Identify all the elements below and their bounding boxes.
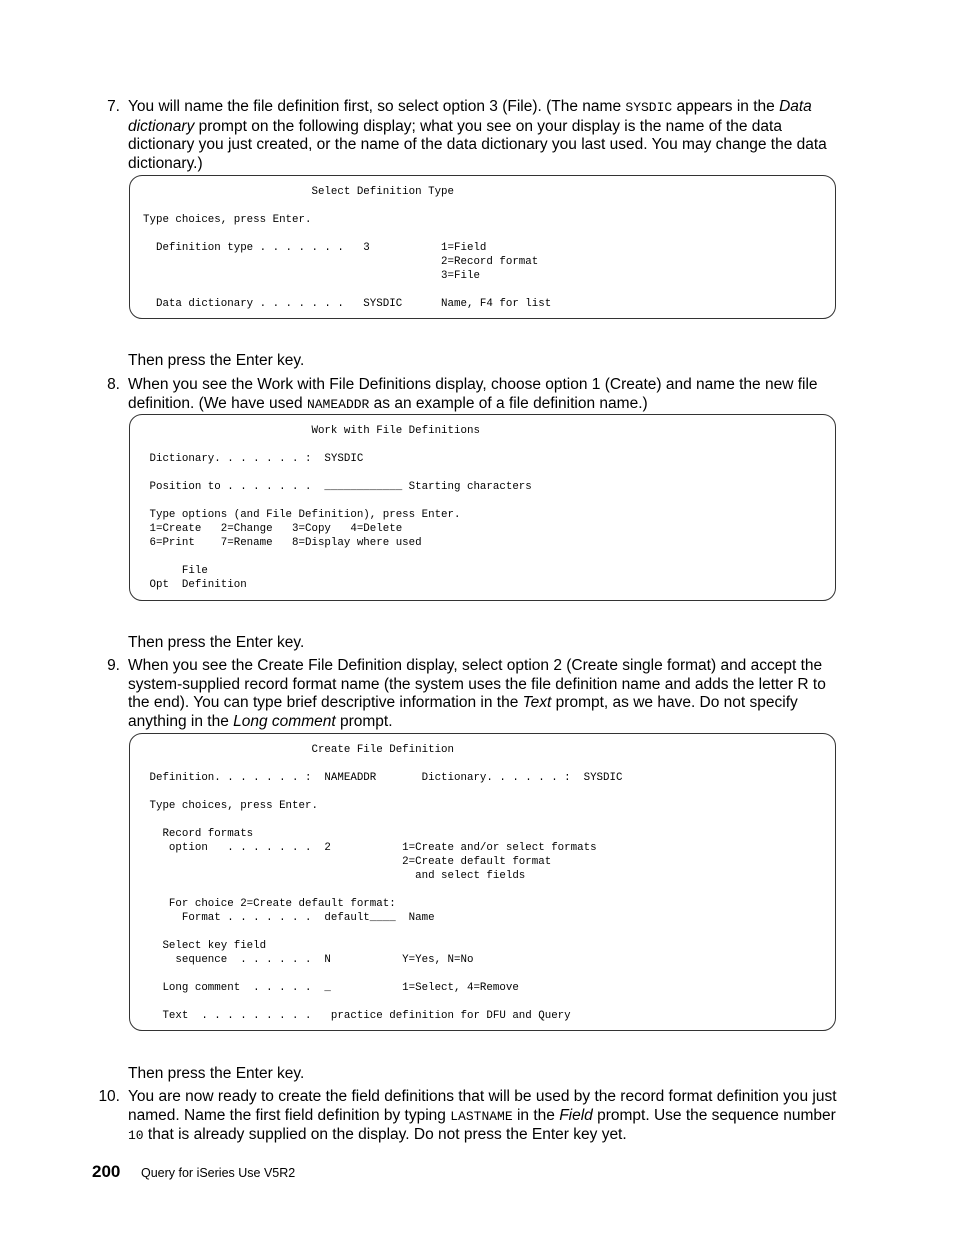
step-text: When you see the Work with File Definitions display, choose option 1 (Create) and name the new file definition. (We have used NAMEADDR as an example of a file definition name.) xyxy=(128,376,818,412)
enter-instruction: Then press the Enter key. xyxy=(128,352,305,369)
enter-instruction: Then press the Enter key. xyxy=(128,634,305,651)
emphasis: Field xyxy=(559,1106,593,1124)
step-number: 7. xyxy=(107,98,120,115)
screen-text: Work with File Definitions Dictionary. . . . . . . : SYSDIC Position to . . . . . . . ____________ Starting characters Type options (and File Definition), press Enter. 1=Create 2=Change 3=Copy 4=Delete 6=Print 7=Rename 8=Display where used File Opt Definition xyxy=(149,425,532,591)
emphasis: Data dictionary xyxy=(128,98,812,135)
step-text: You are now ready to create the field definitions that will be used by the record format definition you just named. Name the first field definition by typing LASTNAME in the Field prompt. Use the sequence number 10 that is already supplied on the display. Do not press the Enter key yet. xyxy=(128,1088,837,1144)
screen-create-file-definition xyxy=(129,733,836,1031)
emphasis: Long comment xyxy=(233,713,336,731)
enter-instruction: Then press the Enter key. xyxy=(128,1065,305,1082)
step-number: 9. xyxy=(107,657,120,674)
step-number: 8. xyxy=(107,376,120,393)
screen-work-with-file-definitions xyxy=(129,414,836,601)
step-9 xyxy=(90,657,850,732)
step-7 xyxy=(90,98,850,174)
screen-text: Create File Definition Definition. . . . . . . : NAMEADDR Dictionary. . . . . . : SYSDIC Type choices, press Enter. Record formats option . . . . . . . 2 1=Create and/or select formats 2=Create default format and select fields For choice 2=Create default format: Format . . . . . . . default____ Name Select key field sequence . . . . . . N Y=Yes, N=No Long comment . . . . . _ 1=Select, 4=Remove Text . . . . . . . . . practice definition for DFU and Query xyxy=(149,744,623,1022)
inline-code: SYSDIC xyxy=(625,100,673,115)
step-8 xyxy=(90,376,850,414)
step-text: You will name the file definition first, so select option 3 (File). (The name SYSDIC appears in the Data dictionary prompt on the following display; what you see on your display is the name of the data dictionary you just created, or the name of the data dictionary you last used. You may change the data dictionary.) xyxy=(128,98,827,173)
screen-text: Select Definition Type Type choices, press Enter. Definition type . . . . . . . 3 1=Field 2=Record format 3=File Data dictionary . . . . . . . SYSDIC Name, F4 for list xyxy=(143,186,552,310)
step-10 xyxy=(90,1088,850,1146)
inline-code: NAMEADDR xyxy=(306,396,370,412)
screen-select-definition-type xyxy=(129,175,836,319)
step-text: When you see the Create File Definition display, select option 2 (Create single format) and accept the system-supplied record format name (the system uses the file definition name and adds the letter R to the end). You can type brief descriptive information in the Text prompt, as we have. Do not specify anything in the Long comment prompt. xyxy=(128,657,826,731)
emphasis: Text xyxy=(522,694,552,712)
page-number: 200 xyxy=(92,1162,121,1181)
inline-code: 10 xyxy=(128,1128,144,1144)
running-footer-title: Query for iSeries Use V5R2 xyxy=(141,1166,296,1180)
inline-code: LASTNAME xyxy=(450,1108,513,1124)
step-number: 10. xyxy=(98,1088,120,1105)
